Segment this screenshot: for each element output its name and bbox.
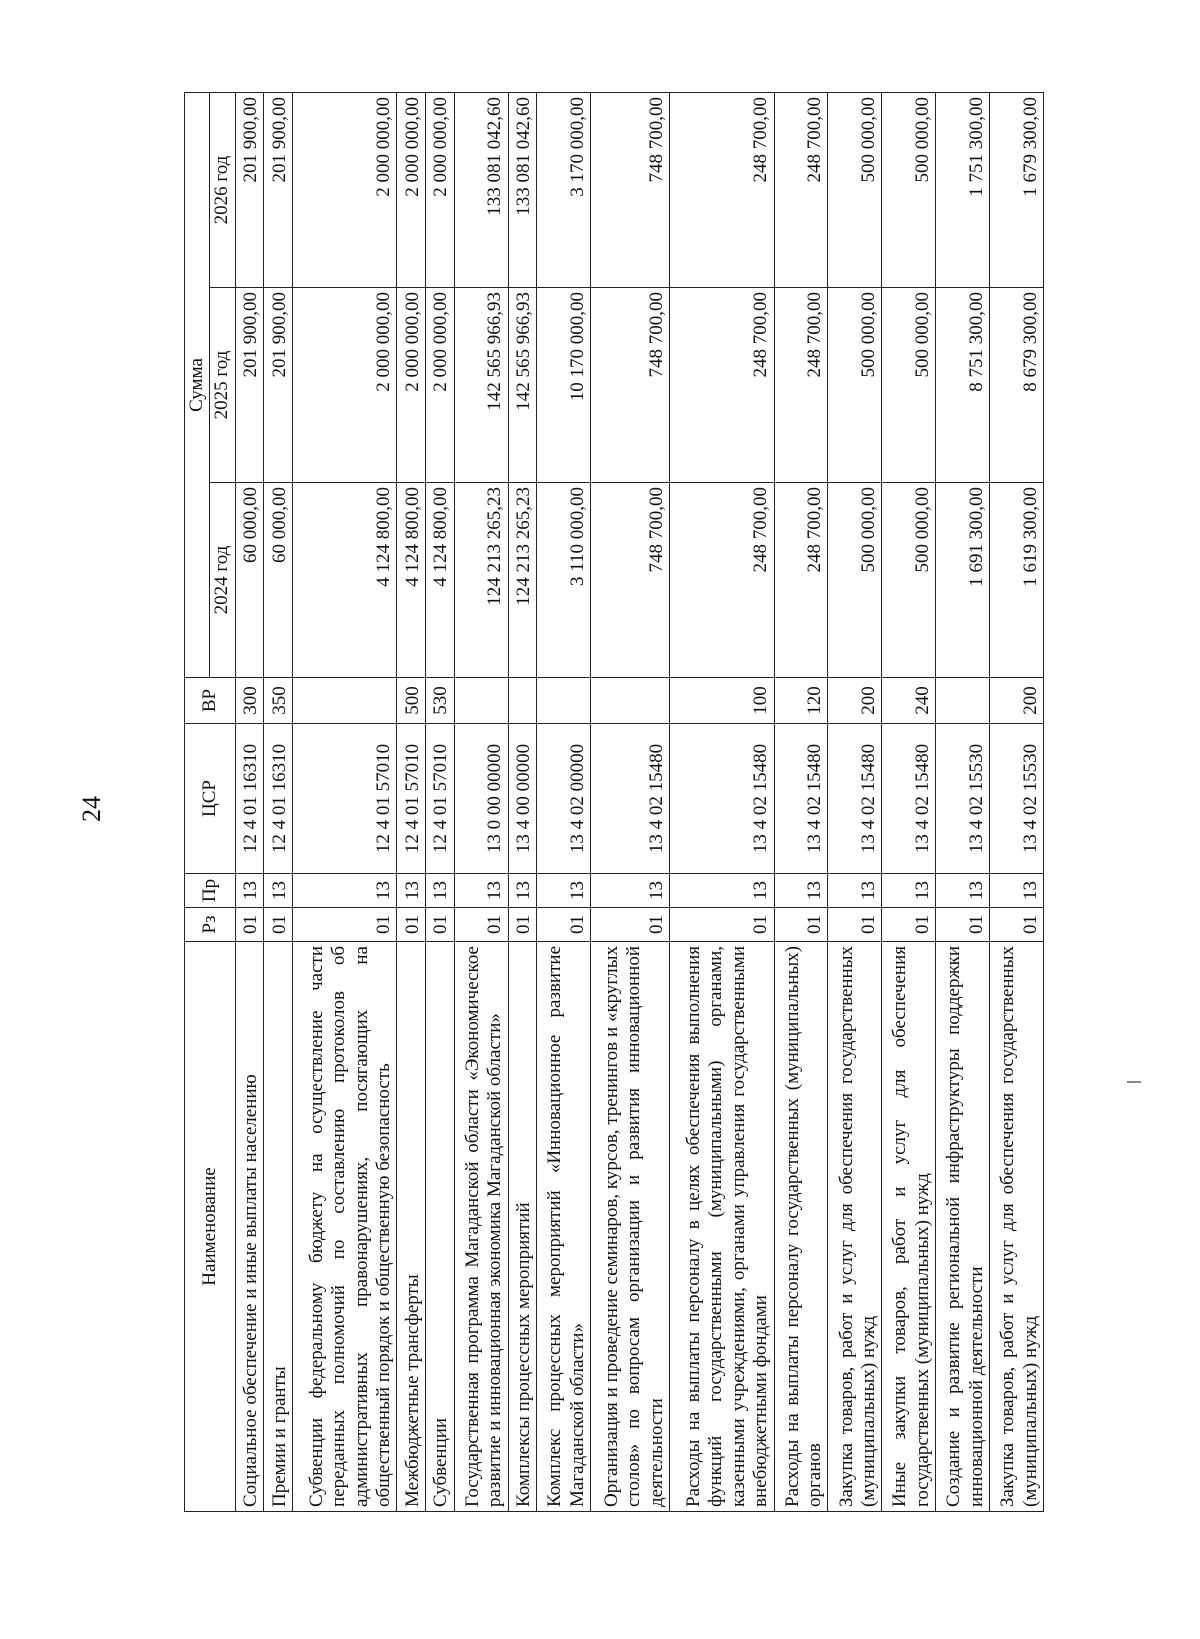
cell-name: Расходы на выплаты персоналу в целях обеспечения выполнения функций государственными (муниципальными) органами, казенными учреждениями, органами управления государственными внебюджетными фондами <box>670 942 774 1512</box>
cell-rz: 01 <box>828 908 882 942</box>
cell-pr: 13 <box>293 874 397 908</box>
cell-pr: 13 <box>508 874 537 908</box>
cell-pr: 13 <box>591 874 670 908</box>
cell-sum-2026: 500 000,00 <box>882 93 936 288</box>
header-pr: Пр <box>185 874 236 908</box>
table-row <box>936 93 990 1512</box>
cell-rz: 01 <box>426 908 455 942</box>
cell-sum-2026: 3 170 000,00 <box>537 93 591 288</box>
cell-sum-2026: 133 081 042,60 <box>454 93 508 288</box>
cell-csr: 13 4 02 15530 <box>990 724 1044 874</box>
table-body <box>235 93 1043 1512</box>
cell-rz: 01 <box>235 908 264 942</box>
cell-sum-2026: 133 081 042,60 <box>508 93 537 288</box>
cell-sum-2025: 142 565 966,93 <box>454 288 508 483</box>
cell-pr: 13 <box>426 874 455 908</box>
cell-sum-2025: 8 751 300,00 <box>936 288 990 483</box>
cell-name: Комплекс процессных мероприятий «Инновационное развитие Магаданской области» <box>537 942 591 1512</box>
header-csr: ЦСР <box>185 724 236 874</box>
cell-vr: 200 <box>990 678 1044 724</box>
cell-rz: 01 <box>293 908 397 942</box>
cell-rz: 01 <box>591 908 670 942</box>
cell-name: Премии и гранты <box>264 942 293 1512</box>
table-row <box>397 93 426 1512</box>
cell-csr: 12 4 01 16310 <box>264 724 293 874</box>
cell-sum-2025: 500 000,00 <box>828 288 882 483</box>
table-row <box>670 93 774 1512</box>
cell-sum-2024: 248 700,00 <box>774 483 828 678</box>
cell-vr <box>293 678 397 724</box>
cell-sum-2024: 4 124 800,00 <box>426 483 455 678</box>
cell-sum-2025: 10 170 000,00 <box>537 288 591 483</box>
cell-pr: 13 <box>882 874 936 908</box>
table-row <box>508 93 537 1512</box>
header-vr: ВР <box>185 678 236 724</box>
cell-vr <box>454 678 508 724</box>
cell-csr: 12 4 01 57010 <box>426 724 455 874</box>
cell-sum-2024: 500 000,00 <box>882 483 936 678</box>
cell-sum-2026: 2 000 000,00 <box>397 93 426 288</box>
cell-csr: 13 4 02 15530 <box>936 724 990 874</box>
cell-sum-2025: 8 679 300,00 <box>990 288 1044 483</box>
cell-sum-2026: 748 700,00 <box>591 93 670 288</box>
cell-csr: 13 0 00 00000 <box>454 724 508 874</box>
cell-rz: 01 <box>454 908 508 942</box>
cell-rz: 01 <box>774 908 828 942</box>
cell-csr: 13 4 02 15480 <box>828 724 882 874</box>
cell-csr: 13 4 02 15480 <box>591 724 670 874</box>
cell-rz: 01 <box>397 908 426 942</box>
cell-sum-2026: 1 751 300,00 <box>936 93 990 288</box>
cell-sum-2024: 1 691 300,00 <box>936 483 990 678</box>
table-row <box>990 93 1044 1512</box>
cell-vr <box>537 678 591 724</box>
budget-table <box>184 92 1044 1512</box>
cell-sum-2025: 748 700,00 <box>591 288 670 483</box>
table-row <box>454 93 508 1512</box>
cell-sum-2025: 248 700,00 <box>670 288 774 483</box>
cell-name: Межбюджетные трансферты <box>397 942 426 1512</box>
cell-sum-2024: 748 700,00 <box>591 483 670 678</box>
table-row <box>774 93 828 1512</box>
cell-pr: 13 <box>235 874 264 908</box>
cell-sum-2026: 248 700,00 <box>774 93 828 288</box>
cell-vr: 530 <box>426 678 455 724</box>
cell-sum-2026: 2 000 000,00 <box>293 93 397 288</box>
cell-sum-2025: 2 000 000,00 <box>397 288 426 483</box>
header-rz: Рз <box>185 908 236 942</box>
cell-rz: 01 <box>882 908 936 942</box>
cell-csr: 12 4 01 57010 <box>397 724 426 874</box>
cell-rz: 01 <box>537 908 591 942</box>
cell-pr: 13 <box>537 874 591 908</box>
cell-vr <box>591 678 670 724</box>
scan-mark <box>1127 1081 1141 1083</box>
header-year-2025: 2025 год <box>210 288 235 483</box>
cell-sum-2024: 1 619 300,00 <box>990 483 1044 678</box>
cell-pr: 13 <box>990 874 1044 908</box>
cell-vr: 500 <box>397 678 426 724</box>
cell-sum-2025: 201 900,00 <box>264 288 293 483</box>
cell-rz: 01 <box>936 908 990 942</box>
cell-sum-2025: 248 700,00 <box>774 288 828 483</box>
page-number: 24 <box>77 796 106 822</box>
cell-vr: 240 <box>882 678 936 724</box>
cell-rz: 01 <box>670 908 774 942</box>
cell-sum-2025: 2 000 000,00 <box>426 288 455 483</box>
cell-csr: 13 4 02 15480 <box>670 724 774 874</box>
cell-sum-2024: 248 700,00 <box>670 483 774 678</box>
table-row <box>426 93 455 1512</box>
cell-rz: 01 <box>990 908 1044 942</box>
cell-sum-2024: 60 000,00 <box>264 483 293 678</box>
cell-sum-2024: 500 000,00 <box>828 483 882 678</box>
table-row <box>264 93 293 1512</box>
cell-csr: 13 4 02 00000 <box>537 724 591 874</box>
cell-csr: 12 4 01 57010 <box>293 724 397 874</box>
cell-name: Иные закупки товаров, работ и услуг для обеспечения государственных (муниципальных) нужд <box>882 942 936 1512</box>
cell-name: Закупка товаров, работ и услуг для обеспечения государственных (муниципальных) нужд <box>828 942 882 1512</box>
cell-name: Создание и развитие региональной инфраструктуры поддержки инновационной деятельности <box>936 942 990 1512</box>
cell-sum-2026: 2 000 000,00 <box>426 93 455 288</box>
cell-sum-2024: 124 213 265,23 <box>454 483 508 678</box>
cell-csr: 13 4 02 15480 <box>882 724 936 874</box>
cell-rz: 01 <box>264 908 293 942</box>
cell-name: Расходы на выплаты персоналу государственных (муниципальных) органов <box>774 942 828 1512</box>
cell-sum-2024: 124 213 265,23 <box>508 483 537 678</box>
cell-name: Субвенции федеральному бюджету на осуществление части переданных полномочий по составлению протоколов об административных правонарушениях, посягающих на общественный порядок и общественную безопасность <box>293 942 397 1512</box>
table-row <box>293 93 397 1512</box>
header-year-2024: 2024 год <box>210 483 235 678</box>
cell-sum-2024: 3 110 000,00 <box>537 483 591 678</box>
cell-name: Социальное обеспечение и иные выплаты населению <box>235 942 264 1512</box>
cell-rz: 01 <box>508 908 537 942</box>
cell-sum-2025: 500 000,00 <box>882 288 936 483</box>
cell-name: Государственная программа Магаданской области «Экономическое развитие и инновационная экономика Магаданской области» <box>454 942 508 1512</box>
cell-csr: 12 4 01 16310 <box>235 724 264 874</box>
cell-vr: 100 <box>670 678 774 724</box>
cell-vr: 200 <box>828 678 882 724</box>
cell-sum-2024: 4 124 800,00 <box>293 483 397 678</box>
cell-pr: 13 <box>454 874 508 908</box>
cell-sum-2025: 142 565 966,93 <box>508 288 537 483</box>
cell-sum-2025: 201 900,00 <box>235 288 264 483</box>
cell-pr: 13 <box>936 874 990 908</box>
budget-table-rotated <box>184 94 1044 1512</box>
cell-sum-2025: 2 000 000,00 <box>293 288 397 483</box>
cell-name: Комплексы процессных мероприятий <box>508 942 537 1512</box>
cell-vr <box>508 678 537 724</box>
cell-vr <box>936 678 990 724</box>
cell-pr: 13 <box>774 874 828 908</box>
cell-sum-2026: 500 000,00 <box>828 93 882 288</box>
cell-csr: 13 4 02 15480 <box>774 724 828 874</box>
cell-sum-2024: 60 000,00 <box>235 483 264 678</box>
cell-pr: 13 <box>264 874 293 908</box>
table-row <box>591 93 670 1512</box>
cell-sum-2026: 248 700,00 <box>670 93 774 288</box>
cell-vr: 120 <box>774 678 828 724</box>
cell-sum-2026: 1 679 300,00 <box>990 93 1044 288</box>
header-sum: Сумма <box>185 93 210 678</box>
cell-vr: 300 <box>235 678 264 724</box>
header-name: Наименование <box>185 942 236 1512</box>
table-row <box>828 93 882 1512</box>
cell-pr: 13 <box>670 874 774 908</box>
cell-sum-2026: 201 900,00 <box>264 93 293 288</box>
table-row <box>235 93 264 1512</box>
header-year-2026: 2026 год <box>210 93 235 288</box>
cell-sum-2026: 201 900,00 <box>235 93 264 288</box>
table-row <box>537 93 591 1512</box>
cell-csr: 13 4 00 00000 <box>508 724 537 874</box>
cell-vr: 350 <box>264 678 293 724</box>
cell-name: Субвенции <box>426 942 455 1512</box>
cell-pr: 13 <box>397 874 426 908</box>
cell-name: Организация и проведение семинаров, курсов, тренингов и «круглых столов» по вопросам организации и развития инновационной деятельности <box>591 942 670 1512</box>
table-row <box>882 93 936 1512</box>
cell-name: Закупка товаров, работ и услуг для обеспечения государственных (муниципальных) нужд <box>990 942 1044 1512</box>
cell-sum-2024: 4 124 800,00 <box>397 483 426 678</box>
cell-pr: 13 <box>828 874 882 908</box>
